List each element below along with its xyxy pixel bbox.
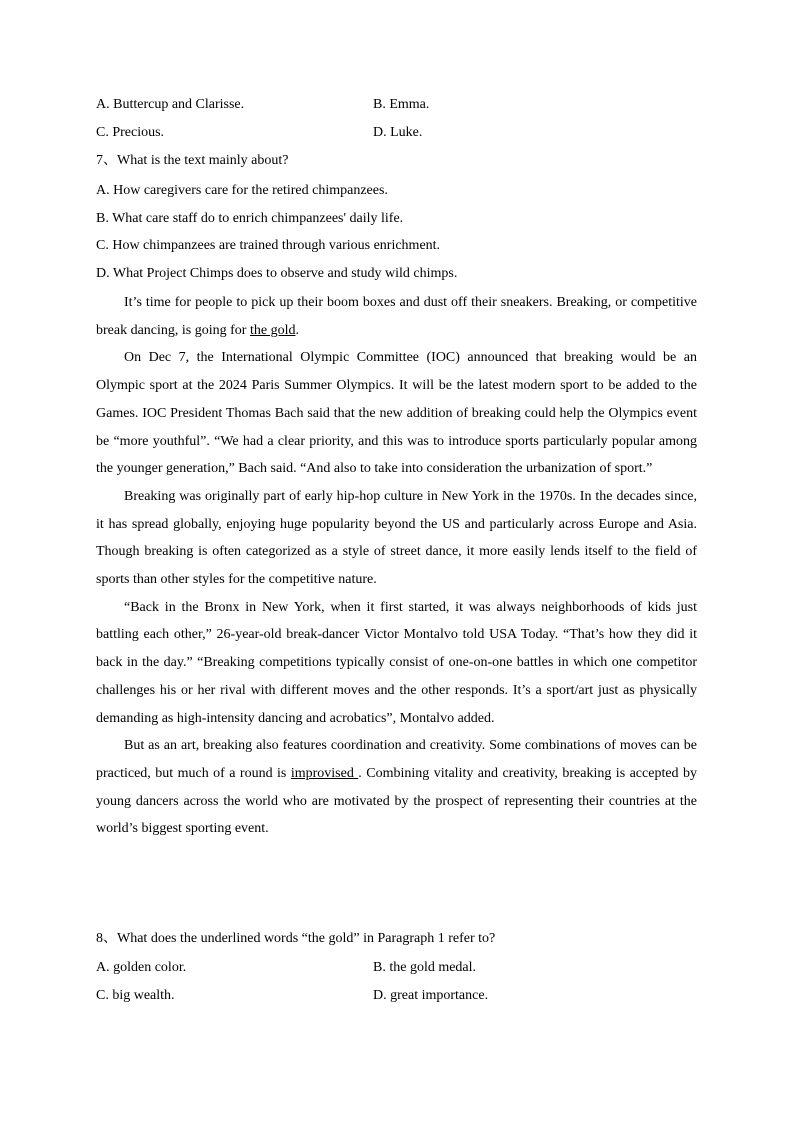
- passage-paragraph-2: On Dec 7, the International Olympic Committee (IOC) announced that breaking would be an Olympic sport at the 2024 Paris Summer Olympics. It will be the latest modern sport to be added to the Games. IOC President Thomas Bach said that the new addition of breaking could help the Olympics event be “more youthful”. “We had a clear priority, and this was to introduce sports particularly popular among the younger generation,” Bach said. “And also to take into consideration the urbanization of sport.”: [96, 350, 697, 477]
- passage-paragraph-5: But as an art, breaking also features coordination and creativity. Some combinations of moves can be practiced, but much of a round is improvised . Combining vitality and creativity, breaking is accepted by young dancers across the world who are motivated by the prospect of representing their countries at the world’s biggest sporting event.: [96, 738, 697, 837]
- q6-option-c: C. Precious.: [96, 125, 165, 140]
- q8-option-d: D. great importance.: [373, 988, 489, 1003]
- passage-paragraph-1: It’s time for people to pick up their boom boxes and dust off their sneakers. Breaking, or competitive break dancing, is going for the gold.: [96, 295, 697, 338]
- q8-option-a: A. golden color.: [96, 960, 187, 975]
- q6-option-b: B. Emma.: [373, 97, 430, 112]
- reading-passage: [96, 289, 697, 843]
- passage-paragraph-3: Breaking was originally part of early hip-hop culture in New York in the 1970s. In the decades since, it has spread globally, enjoying huge popularity beyond the US and particularly across Europe and Asia. Though breaking is often categorized as a style of street dance, it more easily lends itself to the field of sports than other styles for the competitive nature.: [96, 488, 697, 588]
- q7-option-d: D. What Project Chimps does to observe and study wild chimps.: [96, 266, 458, 281]
- q8-stem: 8、What does the underlined words “the gold” in Paragraph 1 refer to?: [96, 931, 496, 946]
- q7-option-a: A. How caregivers care for the retired chimpanzees.: [96, 183, 388, 198]
- q8-option-b: B. the gold medal.: [373, 960, 477, 975]
- q6-option-a: A. Buttercup and Clarisse.: [96, 97, 245, 112]
- underlined-improvised: improvised: [290, 765, 359, 781]
- underlined-the-gold: the gold: [249, 322, 296, 338]
- q8-option-c: C. big wealth.: [96, 988, 175, 1003]
- q6-option-d: D. Luke.: [373, 125, 423, 140]
- q7-option-b: B. What care staff do to enrich chimpanzees' daily life.: [96, 211, 404, 226]
- passage-paragraph-4: “Back in the Bronx in New York, when it first started, it was always neighborhoods of kids just battling each other,” 26-year-old break-dancer Victor Montalvo told USA Today. “That’s how they did it back in the day.” “Breaking competitions typically consist of one-on-one battles in which one competitor challenges his or her rival with different moves and the other responds. It’s a sport/art just as physically demanding as high-intensity dancing and acrobatics”, Montalvo added.: [96, 599, 697, 726]
- q7-option-c: C. How chimpanzees are trained through various enrichment.: [96, 238, 441, 253]
- q7-stem: 7、What is the text mainly about?: [96, 153, 289, 168]
